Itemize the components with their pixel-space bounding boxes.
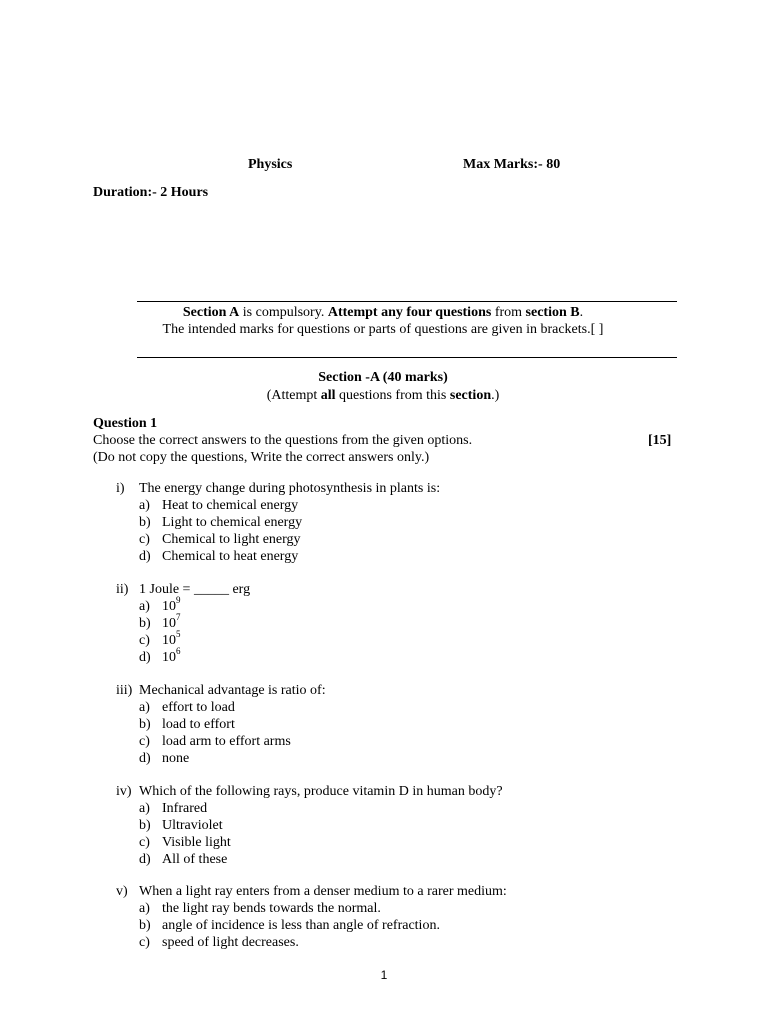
option-text xyxy=(162,699,235,716)
subquestion-text: When a light ray enters from a denser medium to a rarer medium: xyxy=(139,884,507,899)
option-text xyxy=(162,548,298,565)
option-text-value: 10 xyxy=(162,633,176,648)
option-text-value: speed of light decreases. xyxy=(162,935,299,950)
subquestion-number: i) xyxy=(116,481,125,496)
option-text-value: the light ray bends towards the normal. xyxy=(162,901,381,916)
question-1-note: (Do not copy the questions, Write the correct answers only.) xyxy=(93,450,430,465)
subquestion-text: 1 Joule = _____ erg xyxy=(139,582,251,597)
option-text-value: Infrared xyxy=(162,801,208,816)
page-number: 1 xyxy=(380,968,388,982)
option-text-value: angle of incidence is less than angle of refraction. xyxy=(162,918,440,933)
option-label: d) xyxy=(139,751,151,766)
option-text-value: Ultraviolet xyxy=(162,818,223,833)
option-text xyxy=(162,646,181,666)
duration: Duration:- 2 Hours xyxy=(93,185,209,200)
option-text xyxy=(162,817,223,834)
max-marks: Max Marks:- 80 xyxy=(463,157,561,172)
instructions-bottom-rule xyxy=(137,357,677,358)
option-text xyxy=(162,934,299,951)
option-label: c) xyxy=(139,532,150,547)
option-text xyxy=(162,800,207,817)
question-1-instruction: Choose the correct answers to the questions from the given options. xyxy=(93,433,473,448)
option-label: b) xyxy=(139,818,151,833)
option-text xyxy=(162,851,227,868)
subject-title: Physics xyxy=(248,157,293,172)
option-label: b) xyxy=(139,918,151,933)
option-label: b) xyxy=(139,515,151,530)
option-text xyxy=(162,834,231,851)
option-label: a) xyxy=(139,901,150,916)
option-label: d) xyxy=(139,852,151,867)
option-text-value: 10 xyxy=(162,599,176,614)
option-label: c) xyxy=(139,734,150,749)
subquestion-number: iv) xyxy=(116,784,132,799)
option-text-value: load to effort xyxy=(162,717,235,732)
option-text xyxy=(162,917,440,934)
option-text xyxy=(162,531,301,548)
option-label: c) xyxy=(139,935,150,950)
option-exponent: 5 xyxy=(176,629,181,640)
option-label: d) xyxy=(139,650,151,665)
option-text xyxy=(162,750,189,767)
option-label: c) xyxy=(139,835,150,850)
subquestion-text: Mechanical advantage is ratio of: xyxy=(139,683,326,698)
option-label: a) xyxy=(139,801,150,816)
question-1-marks: [15] xyxy=(648,433,672,448)
subquestion-number: ii) xyxy=(116,582,129,597)
option-text-value: Chemical to light energy xyxy=(162,532,301,547)
instructions-line-1: Section A is compulsory. Attempt any four questions from section B. xyxy=(182,305,584,320)
option-label: c) xyxy=(139,633,150,648)
option-text-value: 10 xyxy=(162,650,176,665)
subquestion-text: The energy change during photosynthesis in plants is: xyxy=(139,481,441,496)
option-label: b) xyxy=(139,717,151,732)
section-a-subtitle: (Attempt all questions from this section.) xyxy=(266,388,500,403)
section-a-title: Section -A (40 marks) xyxy=(318,370,448,385)
option-text-value: Light to chemical energy xyxy=(162,515,303,530)
option-text-value: Chemical to heat energy xyxy=(162,549,299,564)
option-exponent: 7 xyxy=(176,612,181,623)
option-text xyxy=(162,497,298,514)
option-text-value: Visible light xyxy=(162,835,231,850)
option-label: b) xyxy=(139,616,151,631)
option-label: a) xyxy=(139,700,150,715)
subquestion-text: Which of the following rays, produce vitamin D in human body? xyxy=(139,784,503,799)
option-text-value: All of these xyxy=(162,852,228,867)
subquestion-number: iii) xyxy=(116,683,133,698)
option-label: a) xyxy=(139,599,150,614)
option-text xyxy=(162,733,291,750)
option-text-value: 10 xyxy=(162,616,176,631)
option-text xyxy=(162,900,381,917)
option-text-value: none xyxy=(162,751,190,766)
option-label: d) xyxy=(139,549,151,564)
option-text-value: effort to load xyxy=(162,700,235,715)
instructions-top-rule xyxy=(137,301,677,302)
option-text xyxy=(162,514,302,531)
option-exponent: 6 xyxy=(176,646,181,657)
option-label: a) xyxy=(139,498,150,513)
option-text-value: Heat to chemical energy xyxy=(162,498,299,513)
option-text-value: load arm to effort arms xyxy=(162,734,291,749)
instructions-line-2: The intended marks for questions or parts of questions are given in brackets.[ ] xyxy=(162,322,604,337)
question-1-title: Question 1 xyxy=(93,416,158,431)
option-exponent: 9 xyxy=(176,595,181,606)
option-text xyxy=(162,716,235,733)
subquestion-number: v) xyxy=(116,884,128,899)
